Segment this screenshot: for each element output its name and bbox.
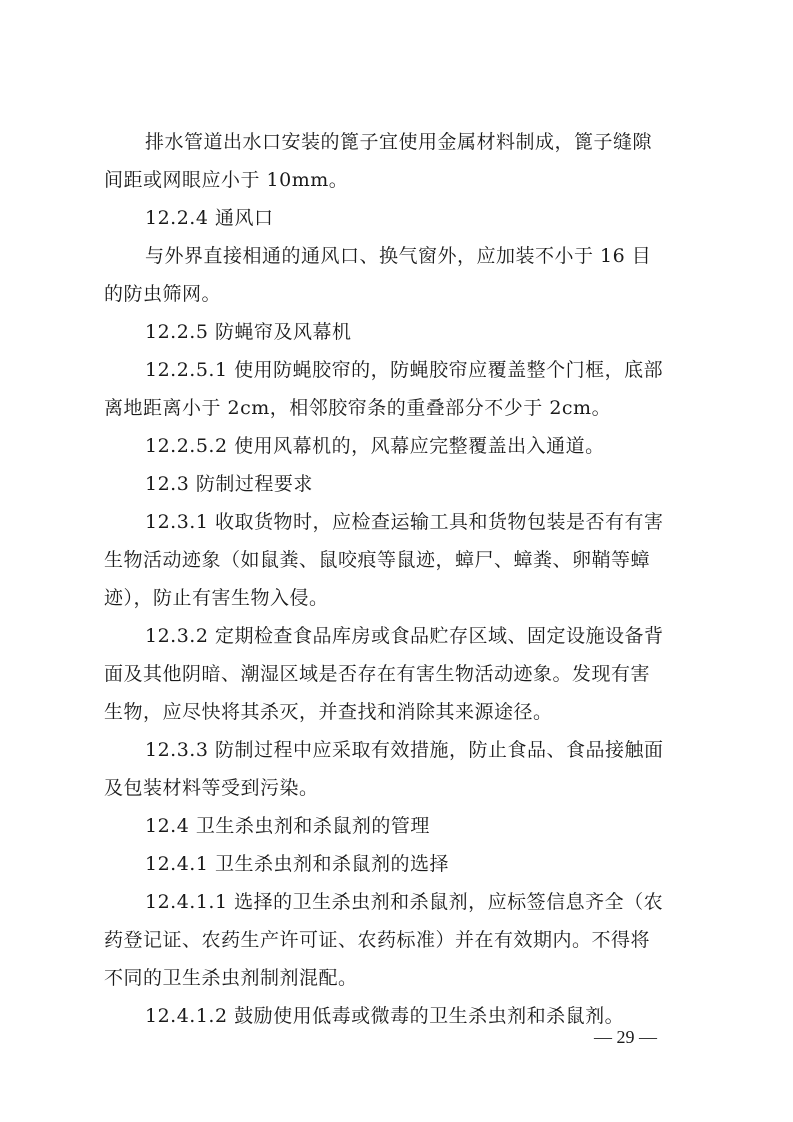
paragraph-line: 面及其他阴暗、潮湿区域是否存在有害生物活动迹象。发现有害 (104, 663, 651, 685)
paragraph-line: 间距或网眼应小于 10mm。 (104, 169, 349, 191)
section-heading: 12.2.5 防蝇帘及风幕机 (145, 321, 352, 343)
paragraph-line: 不同的卫生杀虫剂制剂混配。 (104, 967, 358, 989)
paragraph-line: 离地距离小于 2cm，相邻胶帘条的重叠部分不少于 2cm。 (104, 397, 612, 419)
section-heading: 12.2.4 通风口 (145, 207, 274, 229)
paragraph-line: 迹），防止有害生物入侵。 (104, 587, 329, 609)
paragraph-line: 生物活动迹象（如鼠粪、鼠咬痕等鼠迹，蟑尸、蟑粪、卵鞘等蟑 (104, 549, 651, 571)
paragraph-line: 12.3.1 收取货物时，应检查运输工具和货物包装是否有有害 (145, 511, 664, 533)
paragraph-line: 的防虫筛网。 (104, 283, 222, 305)
paragraph-line: 药登记证、农药生产许可证、农药标准）并在有效期内。不得将 (104, 929, 651, 951)
paragraph-line: 12.2.5.2 使用风幕机的，风幕应完整覆盖出入通道。 (145, 435, 605, 457)
paragraph-line: 排水管道出水口安装的篦子宜使用金属材料制成，篦子缝隙 (145, 131, 653, 153)
paragraph-line: 12.3.3 防制过程中应采取有效措施，防止食品、食品接触面 (145, 739, 664, 761)
paragraph-line: 12.2.5.1 使用防蝇胶帘的，防蝇胶帘应覆盖整个门框，底部 (145, 359, 664, 381)
section-heading: 12.3 防制过程要求 (145, 473, 313, 495)
paragraph-line: 12.4.1.2 鼓励使用低毒或微毒的卫生杀虫剂和杀鼠剂。 (145, 1005, 625, 1027)
paragraph-line: 12.3.2 定期检查食品库房或食品贮存区域、固定设施设备背 (145, 625, 664, 647)
paragraph-line: 12.4.1.1 选择的卫生杀虫剂和杀鼠剂，应标签信息齐全（农 (145, 891, 664, 913)
section-heading: 12.4.1 卫生杀虫剂和杀鼠剂的选择 (145, 853, 449, 875)
paragraph-line: 与外界直接相通的通风口、换气窗外，应加装不小于 16 目 (145, 245, 652, 267)
paragraph-line: 及包装材料等受到污染。 (104, 777, 319, 799)
paragraph-line: 生物，应尽快将其杀灭，并查找和消除其来源途径。 (104, 701, 553, 723)
section-heading: 12.4 卫生杀虫剂和杀鼠剂的管理 (145, 815, 430, 837)
page-number: — 29 — (594, 1027, 657, 1047)
